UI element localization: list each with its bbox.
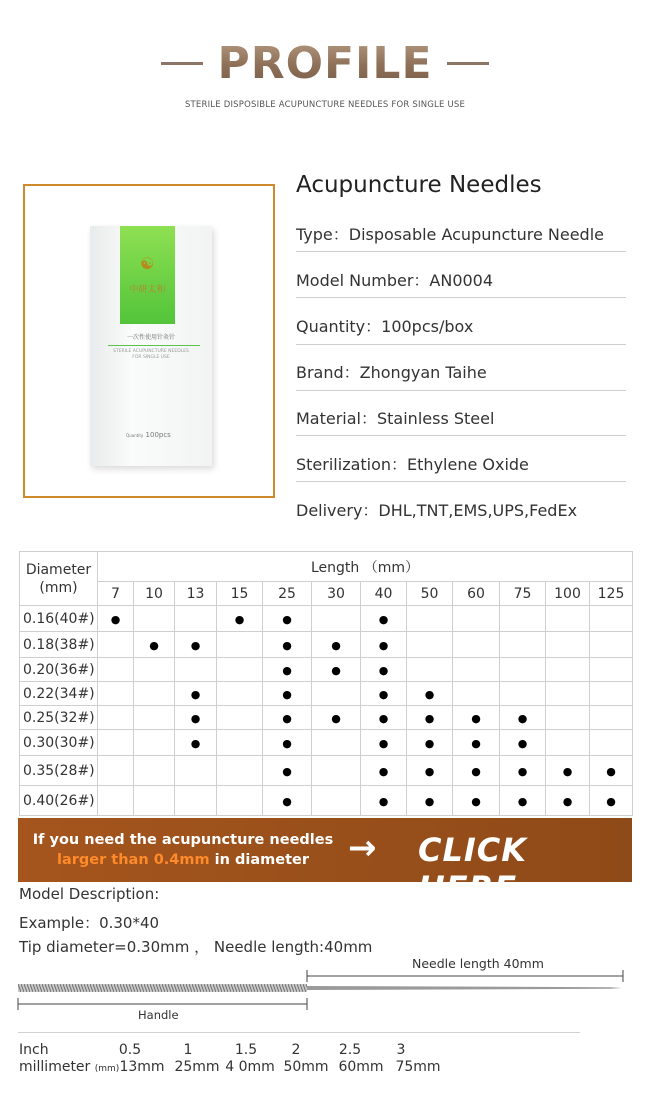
available-dot-icon: ● [190, 687, 201, 701]
available-dot-icon: ● [378, 612, 389, 626]
availability-cell [98, 706, 134, 730]
available-dot-icon: ● [378, 794, 389, 808]
availability-cell [98, 658, 134, 682]
available-dot-icon: ● [562, 764, 573, 778]
available-dot-icon: ● [517, 736, 528, 750]
availability-cell [217, 730, 263, 756]
availability-cell [217, 606, 263, 632]
table-row [20, 730, 633, 756]
availability-cell [312, 730, 361, 756]
availability-cell [312, 786, 361, 816]
availability-cell [134, 756, 175, 786]
available-dot-icon: ● [149, 638, 159, 652]
availability-cell [312, 682, 361, 706]
inch-value: 1.5 [234, 1042, 258, 1058]
availability-cell [263, 606, 312, 632]
handle-label: Handle [138, 1008, 179, 1022]
availability-cell [500, 730, 546, 756]
available-dot-icon: ● [517, 764, 528, 778]
box-en-name [90, 349, 212, 361]
availability-cell [453, 658, 500, 682]
diameter-header-unit: (mm) [39, 579, 78, 596]
availability-cell [546, 632, 590, 658]
millimeter-value: 25mm [174, 1059, 220, 1075]
availability-cell [407, 682, 453, 706]
availability-cell [217, 756, 263, 786]
millimeter-text: millimeter [19, 1059, 91, 1075]
availability-cell [590, 756, 633, 786]
diameter-cell: 0.18(38#) [20, 632, 98, 658]
table-row [20, 632, 633, 658]
inch-value: 2 [291, 1042, 301, 1058]
title-row [0, 38, 650, 89]
length-header: Length （mm） [98, 552, 633, 582]
available-dot-icon: ● [471, 711, 481, 725]
diameter-cell: 0.22(34#) [20, 682, 98, 706]
availability-cell [546, 756, 590, 786]
table-row [20, 682, 633, 706]
length-header-cell: 13 [175, 582, 217, 606]
spec-divider [296, 251, 626, 252]
availability-cell [407, 606, 453, 632]
availability-cell [453, 730, 500, 756]
availability-cell [217, 632, 263, 658]
box-en-line-1: STERILE ACUPUNCTURE NEEDLES [113, 349, 189, 354]
available-dot-icon: ● [110, 612, 121, 626]
availability-cell [217, 706, 263, 730]
available-dot-icon: ● [190, 711, 201, 725]
box-quantity-label: Quantity [126, 433, 144, 438]
availability-cell [98, 756, 134, 786]
availability-cell [98, 730, 134, 756]
diameter-cell: 0.25(32#) [20, 706, 98, 730]
millimeter-value: 13mm [119, 1059, 165, 1075]
availability-cell [500, 756, 546, 786]
availability-cell [546, 730, 590, 756]
title-right-bar [447, 62, 489, 65]
box-quantity-value: 100pcs [145, 431, 171, 439]
availability-cell [546, 682, 590, 706]
availability-cell [500, 658, 546, 682]
box-brand-text: 中研太和 [129, 285, 166, 295]
box-divider [108, 345, 200, 346]
availability-cell [361, 682, 407, 706]
availability-cell [263, 730, 312, 756]
availability-cell [500, 786, 546, 816]
availability-cell [407, 756, 453, 786]
spec-divider [296, 481, 626, 482]
availability-cell [361, 706, 407, 730]
available-dot-icon: ● [562, 794, 573, 808]
available-dot-icon: ● [471, 764, 481, 778]
availability-cell [590, 706, 633, 730]
banner-line-2-rest: in diameter [209, 852, 310, 868]
banner-highlight: larger than 0.4mm [56, 852, 210, 868]
availability-cell [590, 658, 633, 682]
spec-quantity: Quantity：100pcs/box [296, 317, 474, 336]
availability-cell [175, 682, 217, 706]
available-dot-icon: ● [471, 736, 481, 750]
availability-cell [407, 632, 453, 658]
availability-cell [217, 682, 263, 706]
availability-cell [407, 706, 453, 730]
available-dot-icon: ● [517, 711, 528, 725]
available-dot-icon: ● [234, 612, 245, 626]
length-header-cell: 50 [407, 582, 453, 606]
availability-cell [500, 606, 546, 632]
available-dot-icon: ● [517, 794, 528, 808]
availability-cell [590, 730, 633, 756]
available-dot-icon: ● [378, 736, 389, 750]
availability-cell [98, 632, 134, 658]
available-dot-icon: ● [378, 687, 389, 701]
availability-cell [590, 632, 633, 658]
diameter-cell: 0.16(40#) [20, 606, 98, 632]
length-header-cell: 40 [361, 582, 407, 606]
box-en-line-2: FOR SINGLE USE [132, 355, 170, 360]
click-here-button[interactable]: CLICK HERE [418, 831, 528, 907]
table-row [20, 658, 633, 682]
availability-cell [263, 632, 312, 658]
bagua-logo-icon: ☯ [139, 254, 155, 273]
availability-cell [134, 786, 175, 816]
diameter-cell: 0.35(28#) [20, 756, 98, 786]
availability-cell [175, 756, 217, 786]
available-dot-icon: ● [424, 687, 435, 701]
availability-cell [453, 706, 500, 730]
banner-line-2 [18, 852, 348, 868]
availability-cell [453, 682, 500, 706]
spec-sterilization: Sterilization：Ethylene Oxide [296, 455, 529, 474]
availability-cell [361, 786, 407, 816]
diameter-cell: 0.20(36#) [20, 658, 98, 682]
spec-brand: Brand：Zhongyan Taihe [296, 363, 487, 382]
spec-type: Type：Disposable Acupuncture Needle [296, 225, 604, 244]
availability-cell [134, 658, 175, 682]
needle-diagram [0, 960, 650, 1030]
available-dot-icon: ● [331, 638, 341, 652]
arrow-right-icon: → [348, 828, 377, 868]
available-dot-icon: ● [282, 612, 292, 626]
inch-value: 1 [183, 1042, 193, 1058]
spec-divider [296, 297, 626, 298]
needle-length-label: Needle length 40mm [412, 956, 544, 971]
availability-cell [312, 606, 361, 632]
length-header-cell: 60 [453, 582, 500, 606]
availability-cell [453, 632, 500, 658]
availability-cell [217, 658, 263, 682]
available-dot-icon: ● [424, 764, 435, 778]
scale-divider [18, 1032, 580, 1033]
availability-cell [453, 756, 500, 786]
availability-cell [361, 606, 407, 632]
table-row [20, 786, 633, 816]
availability-cell [590, 682, 633, 706]
availability-cell [500, 632, 546, 658]
availability-cell [263, 756, 312, 786]
available-dot-icon: ● [378, 663, 389, 677]
available-dot-icon: ● [331, 711, 341, 725]
availability-cell [500, 682, 546, 706]
availability-cell [312, 632, 361, 658]
availability-cell [407, 730, 453, 756]
spec-delivery: Delivery：DHL,TNT,EMS,UPS,FedEx [296, 501, 578, 520]
availability-cell [175, 730, 217, 756]
availability-cell [98, 786, 134, 816]
millimeter-value: 75mm [395, 1059, 441, 1075]
length-header-cell: 10 [134, 582, 175, 606]
availability-cell [263, 658, 312, 682]
length-header-cell: 75 [500, 582, 546, 606]
length-header-cell: 100 [546, 582, 590, 606]
available-dot-icon: ● [471, 794, 481, 808]
needle-handle [18, 984, 307, 992]
available-dot-icon: ● [282, 794, 292, 808]
availability-cell [134, 706, 175, 730]
millimeter-unit: (mm) [94, 1064, 120, 1074]
length-header-cell: 25 [263, 582, 312, 606]
model-example: Example：0.30*40 [19, 914, 160, 932]
availability-cell [312, 706, 361, 730]
available-dot-icon: ● [282, 764, 292, 778]
availability-cell [175, 706, 217, 730]
available-dot-icon: ● [282, 687, 292, 701]
available-dot-icon: ● [424, 736, 435, 750]
table-row [20, 606, 633, 632]
scale-values [0, 1042, 650, 1082]
availability-cell [361, 632, 407, 658]
available-dot-icon: ● [282, 711, 292, 725]
availability-cell [590, 786, 633, 816]
length-header-cell: 125 [590, 582, 633, 606]
inch-value: 2.5 [338, 1042, 362, 1058]
inch-value: 3 [396, 1042, 406, 1058]
page-subtitle: STERILE DISPOSIBLE ACUPUNCTURE NEEDLES FOR SINGLE USE [184, 100, 466, 110]
availability-cell [134, 682, 175, 706]
availability-cell [546, 706, 590, 730]
availability-cell [175, 606, 217, 632]
availability-cell [361, 658, 407, 682]
box-quantity [126, 431, 171, 439]
availability-cell [217, 786, 263, 816]
inch-label: Inch [19, 1042, 49, 1058]
diameter-header [20, 552, 98, 606]
availability-cell [407, 786, 453, 816]
diameter-cell: 0.30(30#) [20, 730, 98, 756]
inch-value: 0.5 [118, 1042, 142, 1058]
availability-cell [134, 730, 175, 756]
needle-shaft [307, 986, 622, 990]
availability-cell [175, 786, 217, 816]
length-header-cell: 30 [312, 582, 361, 606]
availability-cell [175, 658, 217, 682]
product-title: Acupuncture Needles [296, 172, 542, 198]
spec-material: Material：Stainless Steel [296, 409, 495, 428]
availability-cell [263, 682, 312, 706]
availability-cell [590, 606, 633, 632]
availability-cell [98, 682, 134, 706]
available-dot-icon: ● [378, 764, 389, 778]
availability-cell [263, 706, 312, 730]
availability-cell [312, 756, 361, 786]
spec-divider [296, 390, 626, 391]
availability-cell [453, 606, 500, 632]
box-green-label [120, 226, 175, 324]
available-dot-icon: ● [606, 764, 616, 778]
table-row [20, 706, 633, 730]
length-header-cell: 7 [98, 582, 134, 606]
availability-cell [263, 786, 312, 816]
available-dot-icon: ● [190, 736, 201, 750]
needle-size-table [19, 551, 633, 816]
availability-cell [361, 730, 407, 756]
available-dot-icon: ● [378, 711, 389, 725]
available-dot-icon: ● [190, 638, 201, 652]
model-detail: Tip diameter=0.30mm ， Needle length:40mm [19, 938, 373, 956]
availability-cell [546, 786, 590, 816]
availability-cell [175, 632, 217, 658]
millimeter-value: 4 0mm [225, 1059, 275, 1075]
banner-line-1: If you need the acupuncture needles [32, 832, 334, 848]
page-title: PROFILE [217, 38, 433, 89]
box-cn-name: 一次性使用针灸针 [126, 334, 175, 341]
available-dot-icon: ● [282, 736, 292, 750]
availability-cell [361, 756, 407, 786]
available-dot-icon: ● [424, 794, 435, 808]
available-dot-icon: ● [606, 794, 616, 808]
available-dot-icon: ● [378, 638, 389, 652]
spec-model-number: Model Number：AN0004 [296, 271, 494, 290]
availability-cell [407, 658, 453, 682]
title-left-bar [161, 62, 203, 65]
availability-cell [134, 632, 175, 658]
millimeter-value: 50mm [283, 1059, 329, 1075]
availability-cell [134, 606, 175, 632]
table-row [20, 756, 633, 786]
millimeter-value: 60mm [338, 1059, 384, 1075]
available-dot-icon: ● [282, 663, 292, 677]
length-header-cell: 15 [217, 582, 263, 606]
length-values-row [20, 582, 633, 606]
available-dot-icon: ● [424, 711, 435, 725]
diameter-header-label: Diameter [25, 561, 92, 578]
available-dot-icon: ● [282, 638, 292, 652]
availability-cell [98, 606, 134, 632]
model-description-heading: Model Description: [19, 885, 160, 903]
availability-cell [312, 658, 361, 682]
spec-divider [296, 435, 626, 436]
availability-cell [546, 606, 590, 632]
availability-cell [500, 706, 546, 730]
available-dot-icon: ● [331, 663, 341, 677]
availability-cell [546, 658, 590, 682]
availability-cell [453, 786, 500, 816]
spec-divider [296, 344, 626, 345]
product-box-image [90, 226, 212, 466]
diameter-cell: 0.40(26#) [20, 786, 98, 816]
